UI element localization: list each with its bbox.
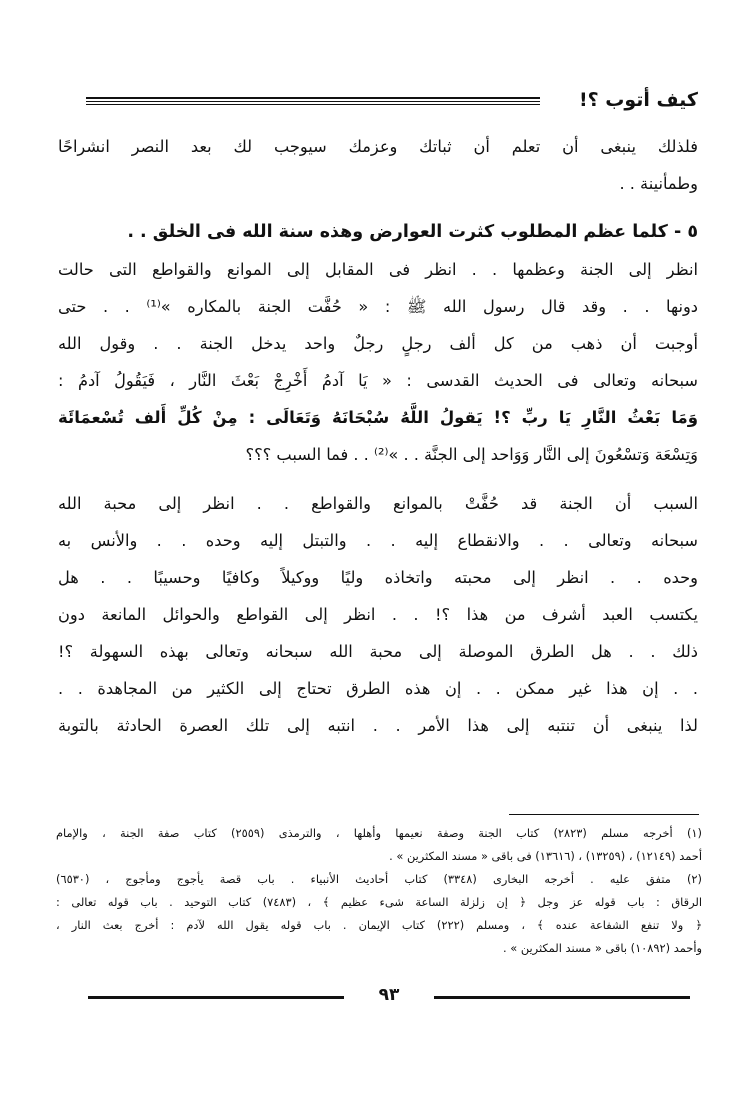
footer-rule-right [434, 996, 690, 999]
paragraph-gap [58, 473, 698, 485]
text-line: وطمأنينة . . [619, 174, 698, 193]
text-line: وَتِسْعَة وَتسْعُونَ إلى النَّار وَوَاحد إلى الجنَّة . . »⁽²⁾ . . فما السبب ؟؟؟ [245, 445, 698, 464]
footnote-separator [509, 814, 699, 815]
running-title: كيف أتوب ؟! [578, 89, 698, 111]
text-line: وَمَا بَعْثُ النَّارِ يَا ربِّ ؟! يَقولُ اللَّهُ سُبْحَانَهُ وَتَعَالَى : مِنْ كُلِّ أَلف تُسْعمَائَة [58, 408, 698, 427]
main-text [58, 128, 698, 744]
footnote-line: (٢) متفق عليه . أخرجه البخارى (٣٣٤٨) كتاب أحاديث الأنبياء . باب قصة يأجوج ومأجوج ، (٦٥٣٠) [56, 872, 702, 886]
text-line: . . إن هذا غير ممكن . . إن هذه الطرق تحتاج إلى الكثير من المجاهدة . . [58, 679, 698, 698]
footnote-line: (١) أخرجه مسلم (٢٨٢٣) كتاب الجنة وصفة نعيمها وأهلها ، والترمذى (٢٥٥٩) كتاب صفة الجنة ، والإمام [56, 826, 702, 840]
paragraph-gap [58, 202, 698, 214]
text-line: أوجبت أن ذهب من كل ألف رجلٍ رجلٌ واحد يدخل الجنة . . وقول الله [58, 334, 698, 353]
footnote-line: الرقاق : باب قوله عز وجل ﴿ إن زلزلة الساعة شىء عظيم ﴾ ، (٧٤٨٣) كتاب التوحيد . باب قوله تعالى : [56, 895, 702, 909]
text-line: سبحانه وتعالى . . والانقطاع إليه . . والتبتل إليه وحده . . والأنس به [58, 531, 698, 550]
text-line: لذا ينبغى أن تنتبه إلى هذا الأمر . . انتبه إلى تلك العصرة الحادثة بالتوبة [58, 716, 698, 735]
header-rule-thin [86, 104, 540, 105]
footnote-line: ﴿ ولا تنفع الشفاعة عنده ﴾ ، ومسلم (٢٢٢) كتاب الإيمان . باب قوله يقول الله لآدم : أخرج بعث النار ، [56, 918, 702, 932]
text-line: ذلك . . هل الطرق الموصلة إلى محبة الله سبحانه وتعالى بهذه السهولة ؟! [58, 642, 698, 661]
text-line: انظر إلى الجنة وعظمها . . انظر فى المقابل إلى الموانع والقواطع التى حالت [58, 260, 698, 279]
page-footer [88, 984, 690, 1006]
section-heading: ٥ - كلما عظم المطلوب كثرت العوارض وهذه سنة الله فى الخلق . . [127, 222, 698, 242]
footnote-line: أحمد (١٢١٤٩) ، (١٣٢٥٩) ، (١٣٦١٦) فى باقى « مسند المكثرين » . [389, 849, 702, 863]
footnotes [56, 822, 702, 960]
footnote-line: وأحمد (١٠٨٩٢) باقى « مسند المكثرين » . [503, 941, 702, 955]
text-line: دونها . . وقد قال رسول الله ﷺ : « حُفَّت الجنة بالمكاره »⁽¹⁾ . . حتى [58, 297, 698, 316]
running-header [86, 86, 698, 116]
text-line: فلذلك ينبغى أن تعلم أن ثباتك وعزمك سيوجب لك بعد النصر انشراحًا [58, 137, 698, 156]
header-rule [86, 97, 540, 102]
text-line: السبب أن الجنة قد حُفَّتْ بالموانع والقواطع . . انظر إلى محبة الله [58, 494, 698, 513]
text-line: يكتسب العبد أشرف من هذا ؟! . . انظر إلى القواطع والحوائل المانعة دون [58, 605, 698, 624]
page-number: ٩٣ [378, 985, 400, 1005]
text-line: وحده . . انظر إلى محبته واتخاذه وليًا ووكيلاً وكافيًا وحسيبًا . . هل [58, 568, 698, 587]
text-line: سبحانه وتعالى فى الحديث القدسى : « يَا آدمُ أَخْرِجْ بَعْثَ النَّار ، فَيَقُولُ آدمُ : [58, 371, 698, 390]
